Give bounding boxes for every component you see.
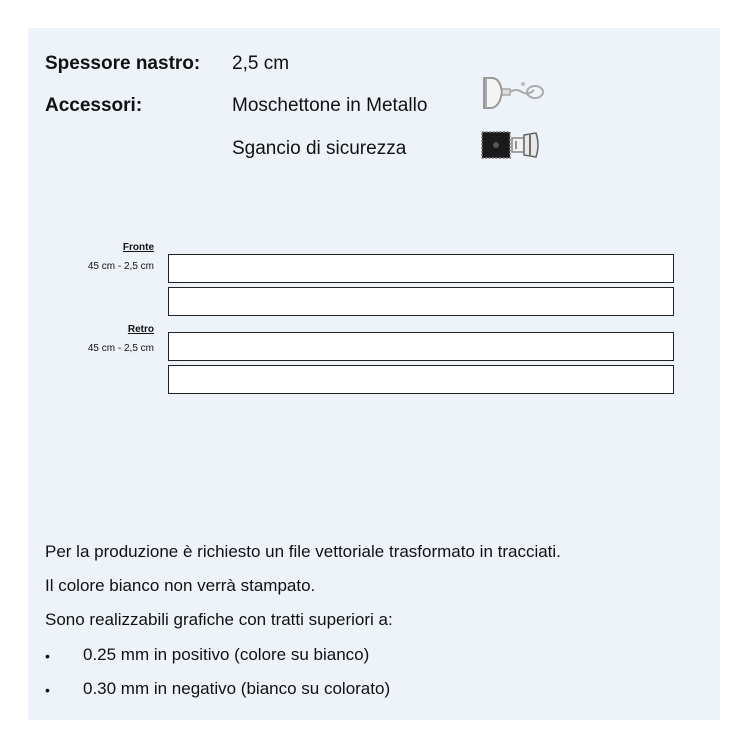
back-strip-2	[168, 365, 674, 394]
note-white-color: Il colore bianco non verrà stampato.	[45, 576, 316, 595]
back-strip-1	[168, 332, 674, 361]
accessory-carabiner-label: Moschettone in Metallo	[232, 95, 428, 116]
carabiner-clip-icon	[478, 72, 548, 116]
safety-buckle-icon	[480, 129, 546, 161]
bullet-negative: 0.30 mm in negativo (bianco su colorato)	[83, 679, 391, 698]
front-strip-1	[168, 254, 674, 283]
note-min-stroke: Sono realizzabili grafiche con tratti superiori a:	[45, 610, 393, 629]
bullet-icon: •	[45, 682, 50, 698]
front-strip-size: 45 cm - 2,5 cm	[87, 261, 154, 272]
accessory-safety-release-label: Sgancio di sicurezza	[232, 138, 407, 159]
front-strip-2	[168, 287, 674, 316]
thickness-label: Spessore nastro:	[45, 53, 201, 74]
accessories-label: Accessori:	[45, 95, 143, 116]
bullet-icon: •	[45, 648, 50, 664]
bullet-positive: 0.25 mm in positivo (colore su bianco)	[83, 645, 370, 664]
thickness-value: 2,5 cm	[232, 53, 290, 74]
front-section-title: Fronte	[122, 242, 154, 253]
back-section-title: Retro	[127, 324, 154, 335]
note-vector-file: Per la produzione è richiesto un file vettoriale trasformato in tracciati.	[45, 542, 561, 561]
back-strip-size: 45 cm - 2,5 cm	[87, 343, 154, 354]
